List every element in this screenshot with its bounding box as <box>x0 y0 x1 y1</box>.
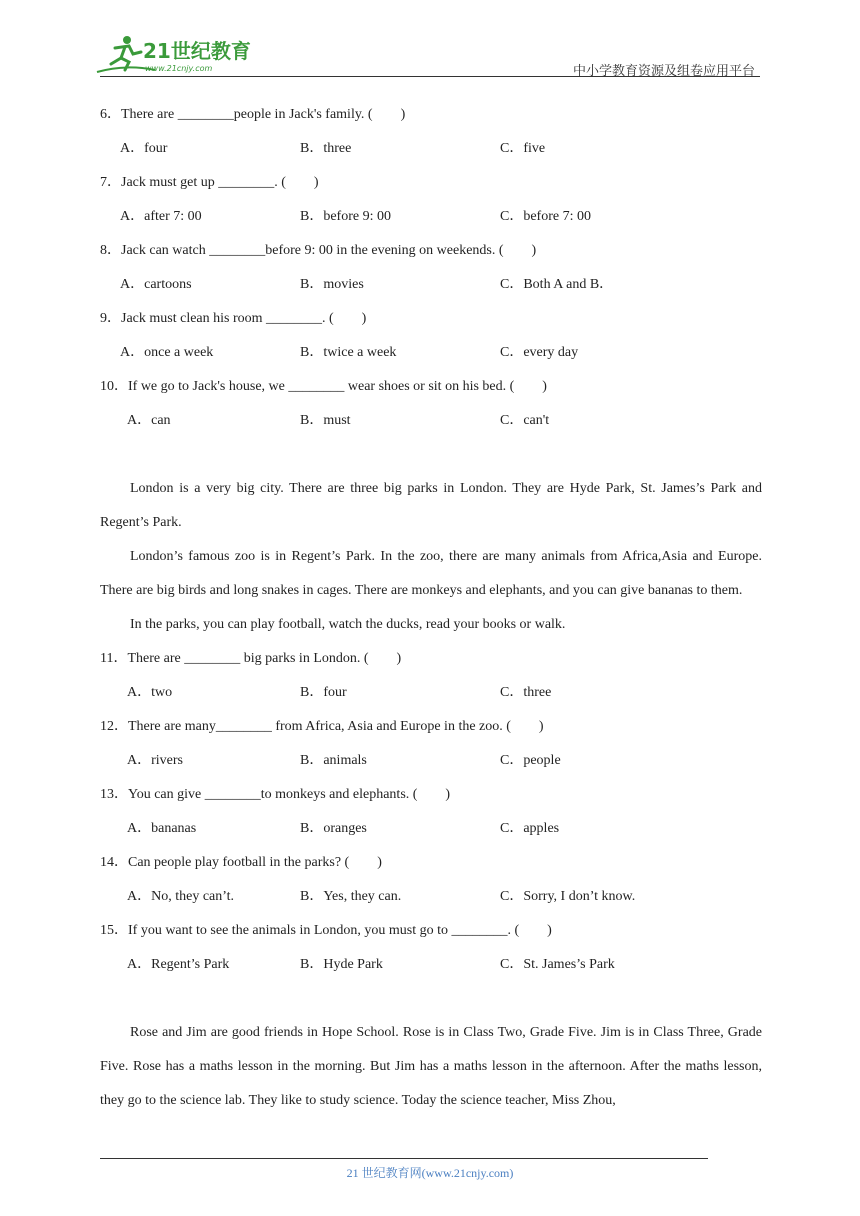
question-stem: 15．If you want to see the animals in London, you must go to ________. ( ) <box>100 923 552 938</box>
reading-paragraph: Rose and Jim are good friends in Hope School. Rose is in Class Two, Grade Five. Jim is in Class Three, Grade Five. Rose has a maths lesson in the morning. But Jim has a maths lesson in the afternoon. After the maths lesson, they go to the science lab. They like to study science. Today the science teacher, Miss Zhou, <box>100 1025 762 1108</box>
option-c: C．before 7: 00 <box>500 209 591 224</box>
page-header <box>95 30 760 80</box>
question-stem: 9．Jack must clean his room ________. ( ) <box>100 311 367 326</box>
question-stem: 7．Jack must get up ________. ( ) <box>100 175 319 190</box>
option-b: B．must <box>300 413 351 428</box>
option-a: A．cartoons <box>120 277 192 292</box>
footer-divider <box>100 1158 708 1159</box>
option-c: C．people <box>500 753 561 768</box>
question-options <box>100 132 762 166</box>
option-c: C．Sorry, I don’t know. <box>500 889 636 904</box>
section-gap <box>100 438 762 472</box>
reading-paragraph: In the parks, you can play football, watch the ducks, read your books or walk. <box>130 617 566 632</box>
option-a: A．No, they can’t. <box>127 889 235 904</box>
option-c: C．apples <box>500 821 560 836</box>
header-divider <box>100 76 760 77</box>
option-c: C．every day <box>500 345 579 360</box>
question-options <box>100 404 762 438</box>
option-b: B．movies <box>300 277 364 292</box>
option-c: C．five <box>500 141 546 156</box>
option-b: B．Yes, they can. <box>300 889 402 904</box>
question-options <box>100 948 762 982</box>
option-c: C．can't <box>500 413 550 428</box>
option-a: A．rivers <box>127 753 183 768</box>
question-stem: 14．Can people play football in the parks? ( ) <box>100 855 382 870</box>
option-b: B．animals <box>300 753 367 768</box>
exam-content <box>100 98 762 1118</box>
section-gap <box>100 982 762 1016</box>
option-a: A．once a week <box>120 345 214 360</box>
logo-21cnjy <box>95 34 265 74</box>
option-b: B．Hyde Park <box>300 957 383 972</box>
question-stem: 11．There are ________ big parks in London. ( ) <box>100 651 402 666</box>
question-stem: 6．There are ________people in Jack's family. ( ) <box>100 107 406 122</box>
question-options <box>100 744 762 778</box>
option-b: B．before 9: 00 <box>300 209 391 224</box>
page-footer: 21 世纪教育网(www.21cnjy.com) <box>346 1166 514 1180</box>
option-c: C．Both A and B． <box>500 277 614 292</box>
option-b: B．oranges <box>300 821 367 836</box>
header-platform-title: 中小学教育资源及组卷应用平台 <box>572 64 755 79</box>
option-a: A．can <box>127 413 171 428</box>
option-a: A．after 7: 00 <box>120 209 202 224</box>
question-options <box>100 676 762 710</box>
question-stem: 13．You can give ________to monkeys and elephants. ( ) <box>100 787 451 802</box>
option-b: B．twice a week <box>300 345 397 360</box>
option-b: B．three <box>300 141 352 156</box>
option-c: C．three <box>500 685 552 700</box>
question-stem: 12．There are many________ from Africa, Asia and Europe in the zoo. ( ) <box>100 719 544 734</box>
question-options <box>100 880 762 914</box>
logo-text: 21世纪教育 <box>143 39 251 63</box>
option-a: A．four <box>120 141 168 156</box>
option-a: A．two <box>127 685 173 700</box>
option-a: A．Regent’s Park <box>127 957 230 972</box>
option-b: B．four <box>300 685 347 700</box>
question-options <box>100 812 762 846</box>
question-stem: 8．Jack can watch ________before 9: 00 in the evening on weekends. ( ) <box>100 243 537 258</box>
question-options <box>100 336 762 370</box>
logo-sub: www.21cnjy.com <box>145 64 213 73</box>
question-options <box>100 200 762 234</box>
reading-paragraph: London is a very big city. There are three big parks in London. They are Hyde Park, St. James’s Park and Regent’s Park. <box>100 481 762 530</box>
question-options <box>100 268 762 302</box>
question-stem: 10．If we go to Jack's house, we ________ wear shoes or sit on his bed. ( ) <box>100 379 547 394</box>
option-c: C．St. James’s Park <box>500 957 615 972</box>
reading-paragraph: London’s famous zoo is in Regent’s Park. In the zoo, there are many animals from Africa,Asia and Europe. There are big birds and long snakes in cages. There are monkeys and elephants, and you can give bananas to them. <box>100 549 762 598</box>
option-a: A．bananas <box>127 821 197 836</box>
